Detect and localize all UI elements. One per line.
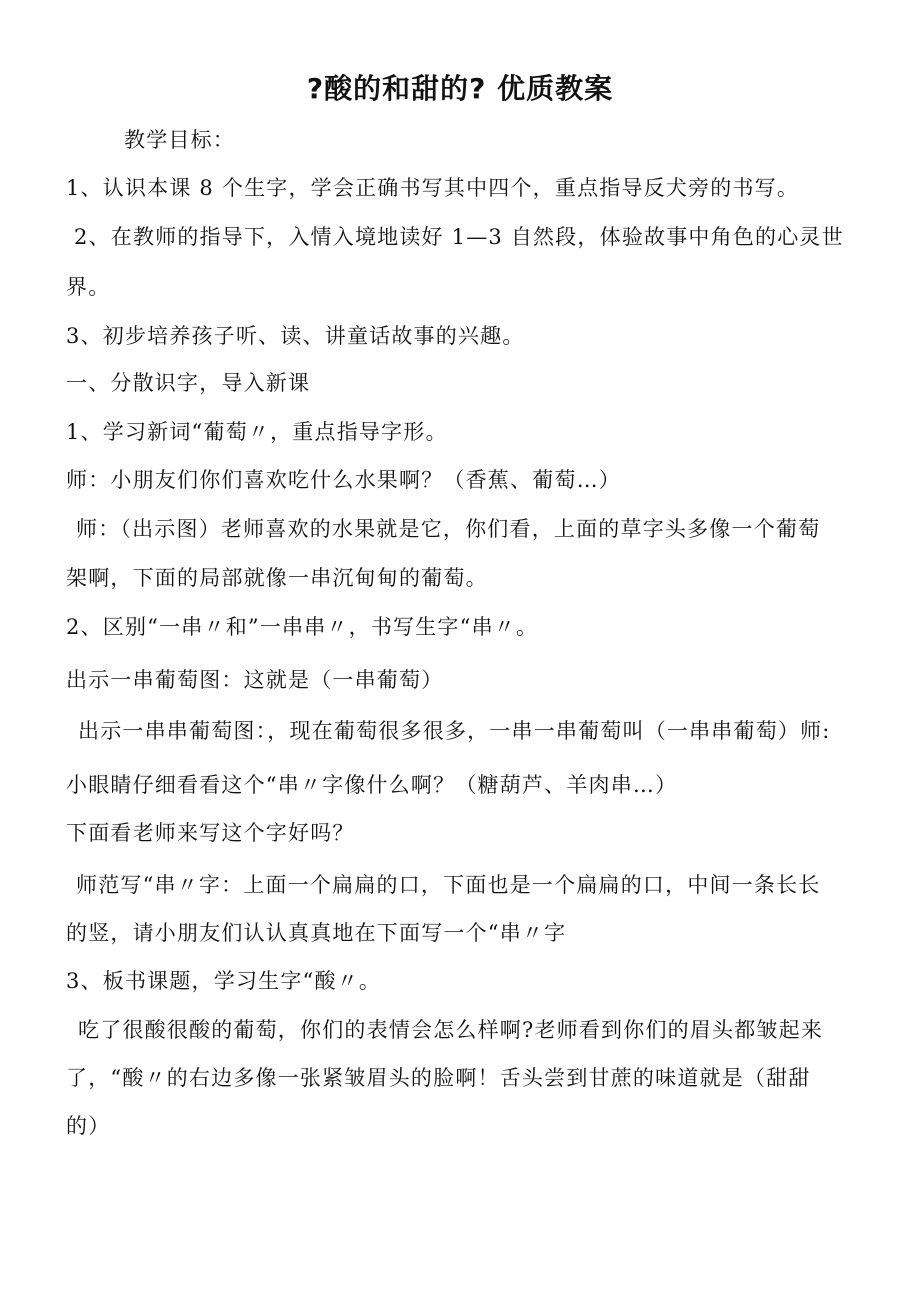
text-line-content: 师范写“串〃字：上面一个扁扁的口，下面也是一个扁扁的口，中间一条长长 — [76, 873, 821, 897]
text-line — [66, 563, 920, 593]
text-line — [66, 665, 920, 695]
text-line-content: 吃了很酸很酸的葡萄，你们的表情会怎么样啊?老师看到你们的眉头都皱起来 — [78, 1018, 824, 1042]
text-line-content: 1、认识本课 8 个生字，学会正确书写其中四个，重点指导反犬旁的书写。 — [66, 176, 800, 200]
text-line-content: 1、学习新词“葡萄〃，重点指导字形。 — [66, 420, 448, 444]
document-title: ?酸的和甜的? 优质教案 — [306, 72, 614, 105]
text-line — [78, 1015, 920, 1045]
text-line — [66, 966, 920, 996]
text-line-content: 2、区别“一串〃和”一串串〃，书写生字“串〃。 — [66, 615, 539, 639]
text-line-content: 3、初步培养孩子听、读、讲童话故事的兴趣。 — [66, 324, 525, 348]
text-line — [78, 716, 920, 746]
text-line — [66, 918, 920, 948]
text-line-content: 小眼睛仔细看看这个“串〃字像什么啊？（糖葫芦、羊肉串…） — [66, 773, 678, 797]
text-line — [66, 272, 920, 302]
text-line-content: 教学目标： — [124, 128, 235, 152]
text-line — [66, 1111, 920, 1141]
text-line-content: 的竖，请小朋友们认认真真地在下面写一个“串〃字 — [66, 921, 567, 945]
text-line — [124, 125, 920, 155]
text-line-content: 出示一串串葡萄图：，现在葡萄很多很多，一串一串葡萄叫（一串串葡萄）师: — [78, 719, 831, 743]
text-line-content: 师：小朋友们你们喜欢吃什么水果啊？（香蕉、葡萄…） — [66, 468, 621, 492]
text-line — [66, 173, 920, 203]
text-line-content: 2、在教师的指导下，入情入境地读好 1—3 自然段，体验故事中角色的心灵世 — [74, 225, 844, 249]
text-line-content: 出示一串葡萄图：这就是（一串葡萄） — [66, 668, 444, 692]
text-line-content: 界。 — [66, 275, 111, 299]
text-line — [66, 612, 920, 642]
text-line-content: 一、分散识字，导入新课 — [66, 371, 311, 395]
text-line-content: 下面看老师来写这个字好吗？ — [66, 821, 355, 845]
text-line — [76, 870, 920, 900]
text-line-content: 师：（出示图）老师喜欢的水果就是它，你们看，上面的草字头多像一个葡萄 — [76, 517, 821, 541]
text-line — [66, 1063, 920, 1093]
text-line-content: 3、板书课题，学习生字“酸〃。 — [66, 969, 382, 993]
text-line — [66, 321, 920, 351]
text-line-content: 架啊，下面的局部就像一串沉甸甸的葡萄。 — [66, 566, 488, 590]
text-line-content: 的） — [66, 1114, 111, 1138]
text-line — [76, 514, 920, 544]
text-line-content: 了，“酸〃的右边多像一张紧皱眉头的脸啊！舌头尝到甘蔗的味道就是（甜甜 — [66, 1066, 811, 1090]
text-line — [66, 417, 920, 447]
text-line — [66, 770, 920, 800]
text-line — [66, 818, 920, 848]
text-line — [66, 465, 920, 495]
text-line — [74, 222, 920, 252]
text-line — [66, 368, 920, 398]
